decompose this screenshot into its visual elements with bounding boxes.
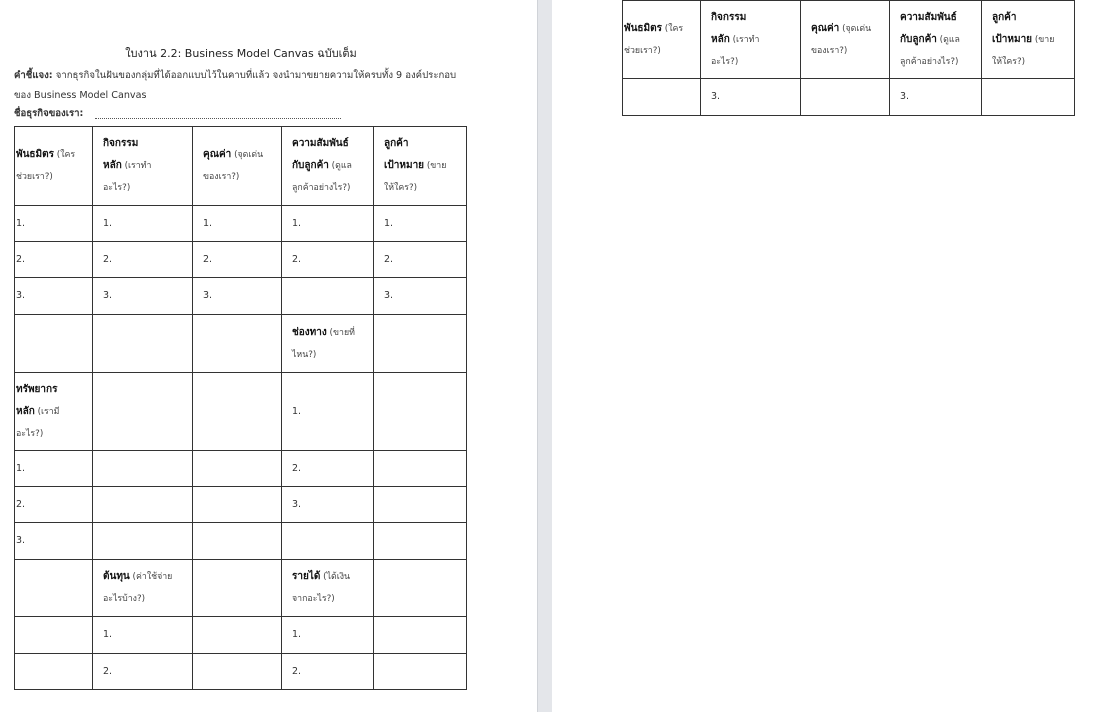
cell-empty[interactable] (193, 315, 282, 373)
cell-resources-2[interactable]: 2. (15, 487, 93, 523)
table-row (15, 451, 467, 487)
header-channels: ช่องทาง (ขายที่ ไหน?) (282, 315, 374, 373)
instruction-line-1: จากธุรกิจในฝันของกลุ่มที่ได้ออกแบบไว้ในคาบที่แล้ว จงนำมาขยายความให้ครบทั้ง 9 องค์ประกอบ (55, 70, 457, 81)
cell-empty[interactable] (15, 617, 93, 654)
header-customer-relationship: ความสัมพันธ์ กับลูกค้า (ดูแล ลูกค้าอย่างไร?) (282, 127, 374, 206)
cell-empty[interactable] (93, 487, 193, 523)
cell-activities-2[interactable]: 2. (93, 242, 193, 278)
cell-empty[interactable] (982, 79, 1075, 116)
cell-empty[interactable] (193, 560, 282, 617)
header-key-activities: กิจกรรม หลัก (เราทำ อะไร?) (93, 127, 193, 206)
business-model-canvas-table (14, 126, 467, 690)
page-separator (537, 0, 553, 712)
table-row (15, 560, 467, 617)
cell-relationship-3[interactable]: 3. (890, 79, 982, 116)
cell-empty[interactable] (93, 451, 193, 487)
cell-empty[interactable] (193, 373, 282, 451)
table-row (15, 242, 467, 278)
cell-segments-2[interactable]: 2. (374, 242, 467, 278)
cell-empty[interactable] (93, 523, 193, 560)
cell-empty[interactable] (193, 523, 282, 560)
cell-segments-3[interactable]: 3. (374, 278, 467, 315)
header-key-activities: กิจกรรม หลัก (เราทำ อะไร?) (701, 1, 801, 79)
document-page-right (552, 0, 1094, 712)
instruction-label: คำชี้แจง: (14, 70, 53, 81)
cell-empty[interactable] (193, 451, 282, 487)
cell-empty[interactable] (623, 79, 701, 116)
cell-resources-3[interactable]: 3. (15, 523, 93, 560)
header-cost-structure: ต้นทุน (ค่าใช้จ่าย อะไรบ้าง?) (93, 560, 193, 617)
cell-empty[interactable] (15, 560, 93, 617)
document-page-left (0, 0, 537, 712)
cell-activities-1[interactable]: 1. (93, 206, 193, 242)
table-row (623, 79, 1075, 116)
header-revenue-streams: รายได้ (ได้เงิน จากอะไร?) (282, 560, 374, 617)
cell-empty[interactable] (374, 373, 467, 451)
cell-partners-3[interactable]: 3. (15, 278, 93, 315)
header-key-partners: พันธมิตร (ใคร ช่วยเรา?) (623, 1, 701, 79)
table-row (15, 617, 467, 654)
cell-relationship-3[interactable] (282, 278, 374, 315)
table-row (15, 315, 467, 373)
cell-empty[interactable] (93, 373, 193, 451)
business-model-canvas-table-continued (622, 0, 1075, 116)
header-row (623, 1, 1075, 79)
cell-empty[interactable] (193, 617, 282, 654)
cell-empty[interactable] (374, 617, 467, 654)
cell-empty[interactable] (374, 654, 467, 690)
cell-empty[interactable] (282, 523, 374, 560)
cell-empty[interactable] (93, 315, 193, 373)
cell-costs-2[interactable]: 2. (93, 654, 193, 690)
header-customer-segments: ลูกค้า เป้าหมาย (ขาย ให้ใคร?) (374, 127, 467, 206)
cell-channels-2[interactable]: 2. (282, 451, 374, 487)
header-row (15, 127, 467, 206)
cell-activities-3[interactable]: 3. (701, 79, 801, 116)
instruction-text (14, 66, 476, 106)
header-customer-segments: ลูกค้า เป้าหมาย (ขาย ให้ใคร?) (982, 1, 1075, 79)
cell-value-1[interactable]: 1. (193, 206, 282, 242)
table-row (15, 654, 467, 690)
business-name-label: ชื่อธุรกิจของเรา: (14, 108, 84, 119)
header-key-partners: พันธมิตร (ใคร ช่วยเรา?) (15, 127, 93, 206)
table-row (15, 206, 467, 242)
cell-resources-1[interactable]: 1. (15, 451, 93, 487)
cell-value-3[interactable]: 3. (193, 278, 282, 315)
cell-empty[interactable] (15, 315, 93, 373)
worksheet-title: ใบงาน 2.2: Business Model Canvas ฉบับเต็ม (125, 47, 357, 60)
cell-empty[interactable] (801, 79, 890, 116)
table-row (15, 523, 467, 560)
cell-channels-1[interactable]: 1. (282, 373, 374, 451)
instruction-line-2: ของ Business Model Canvas (14, 90, 147, 101)
cell-partners-1[interactable]: 1. (15, 206, 93, 242)
cell-empty[interactable] (374, 523, 467, 560)
cell-empty[interactable] (374, 560, 467, 617)
header-customer-relationship: ความสัมพันธ์ กับลูกค้า (ดูแล ลูกค้าอย่างไร?) (890, 1, 982, 79)
cell-revenue-2[interactable]: 2. (282, 654, 374, 690)
header-key-resources: ทรัพยากร หลัก (เรามี อะไร?) (15, 373, 93, 451)
cell-activities-3[interactable]: 3. (93, 278, 193, 315)
cell-relationship-2[interactable]: 2. (282, 242, 374, 278)
cell-empty[interactable] (15, 654, 93, 690)
cell-segments-1[interactable]: 1. (374, 206, 467, 242)
business-name-blank[interactable] (95, 118, 341, 119)
table-row (15, 487, 467, 523)
cell-value-2[interactable]: 2. (193, 242, 282, 278)
cell-relationship-1[interactable]: 1. (282, 206, 374, 242)
cell-channels-3[interactable]: 3. (282, 487, 374, 523)
header-value-proposition: คุณค่า (จุดเด่น ของเรา?) (801, 1, 890, 79)
cell-costs-1[interactable]: 1. (93, 617, 193, 654)
header-value-proposition: คุณค่า (จุดเด่น ของเรา?) (193, 127, 282, 206)
cell-empty[interactable] (374, 451, 467, 487)
cell-empty[interactable] (374, 315, 467, 373)
table-row (15, 278, 467, 315)
cell-revenue-1[interactable]: 1. (282, 617, 374, 654)
cell-partners-2[interactable]: 2. (15, 242, 93, 278)
cell-empty[interactable] (374, 487, 467, 523)
cell-empty[interactable] (193, 654, 282, 690)
table-row (15, 373, 467, 451)
cell-empty[interactable] (193, 487, 282, 523)
